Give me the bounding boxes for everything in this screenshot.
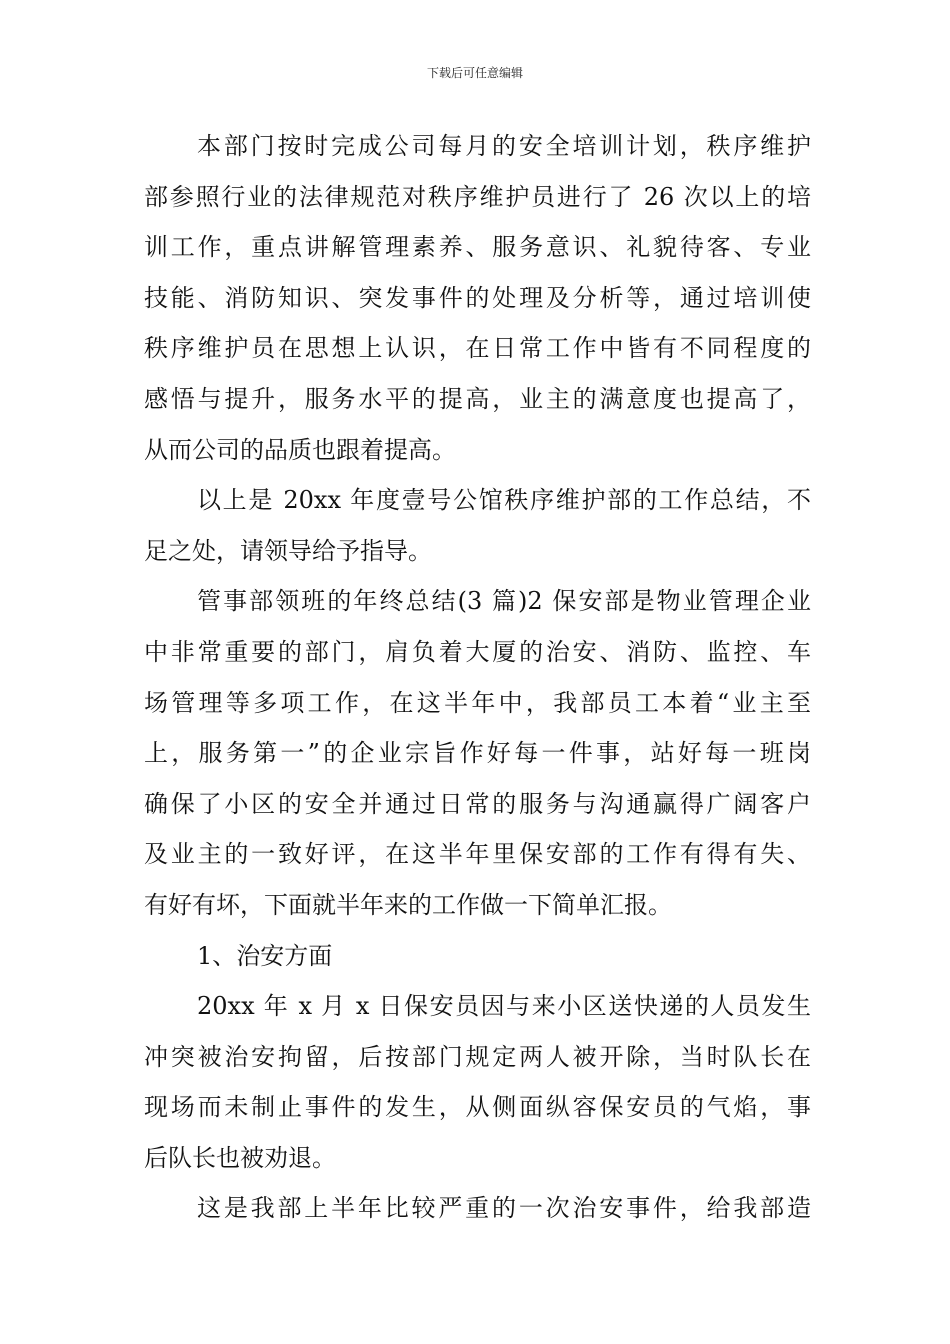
paragraph-incident (144, 981, 811, 1183)
text-line: 训工作，重点讲解管理素养、服务意识、礼貌待客、专业 (144, 233, 811, 262)
paragraph-incident-impact (144, 1183, 811, 1234)
page-header: 下载后可任意编辑 (426, 66, 523, 80)
text-line: 技能、消防知识、突发事件的处理及分析等，通过培训使 (144, 283, 811, 312)
text-line: 部参照行业的法律规范对秩序维护员进行了 26 次以上的培 (144, 182, 811, 211)
text-line: 确保了小区的安全并通过日常的服务与沟通赢得广阔客户 (144, 789, 811, 818)
text-line: 这是我部上半年比较严重的一次治安事件，给我部造 (197, 1194, 811, 1223)
text-line: 20xx 年 x 月 x 日保安员因与来小区送快递的人员发生 (197, 992, 811, 1021)
text-line: 上，服务第一”的企业宗旨作好每一件事，站好每一班岗 (144, 739, 811, 768)
paragraph-summary (144, 475, 811, 576)
text-line: 中非常重要的部门，肩负着大厦的治安、消防、监控、车 (144, 637, 811, 666)
text-line: 有好有坏，下面就半年来的工作做一下简单汇报。 (144, 890, 672, 919)
text-line: 以上是 20xx 年度壹号公馆秩序维护部的工作总结，不 (197, 486, 811, 515)
text-line: 足之处，请领导给予指导。 (144, 536, 432, 565)
section-heading-public-security (144, 931, 811, 982)
text-line: 秩序维护员在思想上认识，在日常工作中皆有不同程度的 (144, 334, 811, 363)
text-line: 管事部领班的年终总结(3 篇)2 保安部是物业管理企业 (197, 587, 811, 616)
text-line: 场管理等多项工作，在这半年中，我部员工本着“业主至 (144, 688, 811, 717)
text-line: 本部门按时完成公司每月的安全培训计划，秩序维护 (197, 132, 811, 160)
document-body (144, 121, 811, 1234)
text-line: 冲突被治安拘留，后按部门规定两人被开除，当时队长在 (144, 1042, 811, 1071)
section-heading: 1、治安方面 (197, 941, 333, 970)
text-line: 现场而未制止事件的发生，从侧面纵容保安员的气焰，事 (144, 1093, 811, 1122)
text-line: 从而公司的品质也跟着提高。 (144, 435, 456, 464)
paragraph-security-department (144, 576, 811, 930)
text-line: 后队长也被劝退。 (144, 1143, 336, 1172)
text-line: 及业主的一致好评，在这半年里保安部的工作有得有失、 (144, 840, 811, 869)
text-line: 感悟与提升，服务水平的提高，业主的满意度也提高了， (144, 384, 811, 413)
paragraph-training (144, 121, 811, 475)
